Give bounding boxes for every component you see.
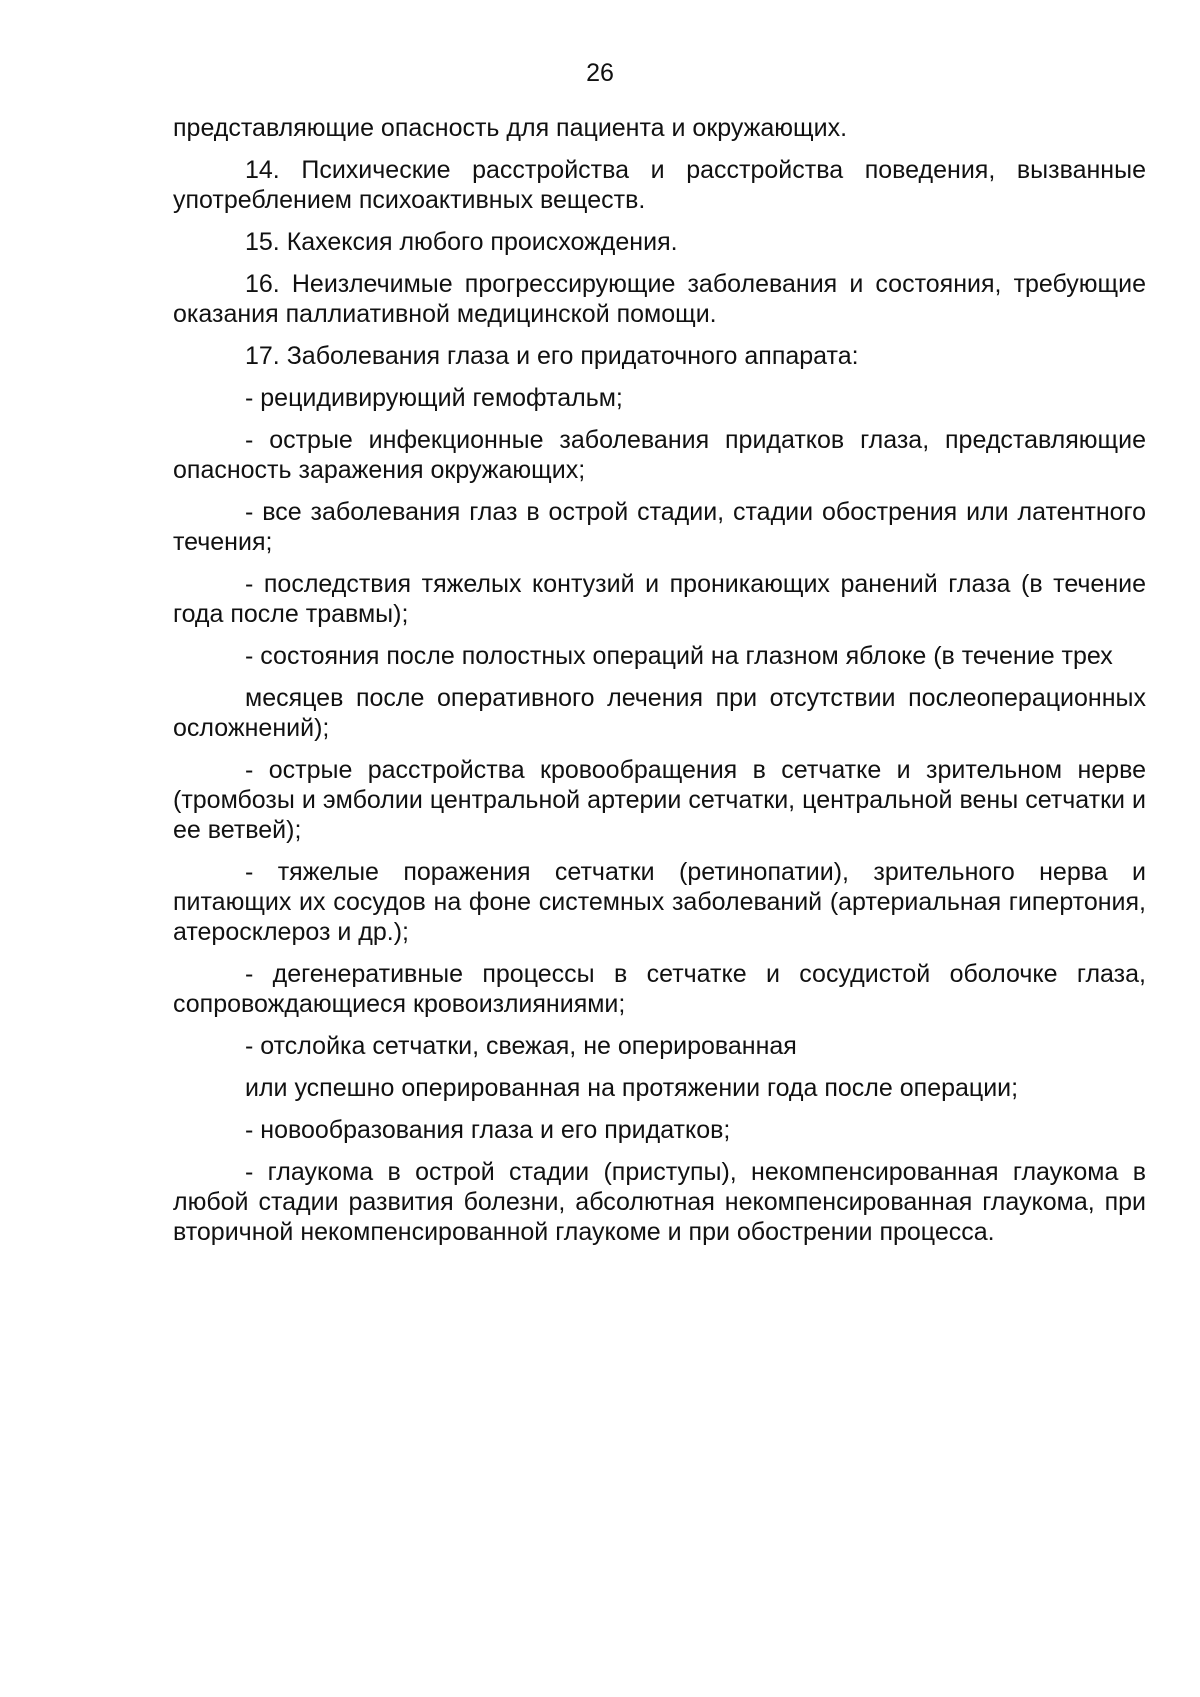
document-body bbox=[173, 113, 1146, 1259]
paragraph: представляющие опасность для пациента и окружающих. bbox=[173, 114, 848, 142]
list-item: - острые инфекционные заболевания придатков глаза, представляющие опасность заражения окружающих; bbox=[173, 426, 1146, 484]
paragraph: 17. Заболевания глаза и его придаточного аппарата: bbox=[245, 342, 859, 370]
paragraph: 15. Кахексия любого происхождения. bbox=[245, 228, 678, 256]
list-item: - острые расстройства кровообращения в сетчатке и зрительном нерве (тромбозы и эмболии центральной артерии сетчатки, центральной вены сетчатки и ее ветвей); bbox=[173, 756, 1146, 844]
list-item: - последствия тяжелых контузий и проникающих ранений глаза (в течение года после травмы); bbox=[173, 570, 1146, 628]
paragraph: 16. Неизлечимые прогрессирующие заболевания и состояния, требующие оказания паллиативной медицинской помощи. bbox=[173, 270, 1146, 328]
list-item: - дегенеративные процессы в сетчатке и сосудистой оболочке глаза, сопровождающиеся кровоизлияниями; bbox=[173, 960, 1146, 1018]
list-item: или успешно оперированная на протяжении года после операции; bbox=[245, 1074, 1019, 1102]
list-item: месяцев после оперативного лечения при отсутствии послеоперационных осложнений); bbox=[173, 684, 1146, 742]
list-item: - новообразования глаза и его придатков; bbox=[245, 1116, 731, 1144]
list-item: - отслойка сетчатки, свежая, не оперированная bbox=[245, 1032, 797, 1060]
list-item: - рецидивирующий гемофтальм; bbox=[245, 384, 623, 412]
paragraph: 14. Психические расстройства и расстройства поведения, вызванные употреблением психоактивных веществ. bbox=[173, 156, 1146, 214]
list-item: - глаукома в острой стадии (приступы), некомпенсированная глаукома в любой стадии развития болезни, абсолютная некомпенсированная глаукома, при вторичной некомпенсированной глаукоме и при обострении процесса. bbox=[173, 1158, 1146, 1246]
list-item: - все заболевания глаз в острой стадии, стадии обострения или латентного течения; bbox=[173, 498, 1146, 556]
page-number: 26 bbox=[586, 59, 614, 87]
list-item: - тяжелые поражения сетчатки (ретинопатии), зрительного нерва и питающих их сосудов на фоне системных заболеваний (артериальная гипертония, атеросклероз и др.); bbox=[173, 858, 1146, 946]
list-item: - состояния после полостных операций на глазном яблоке (в течение трех bbox=[245, 642, 1113, 670]
